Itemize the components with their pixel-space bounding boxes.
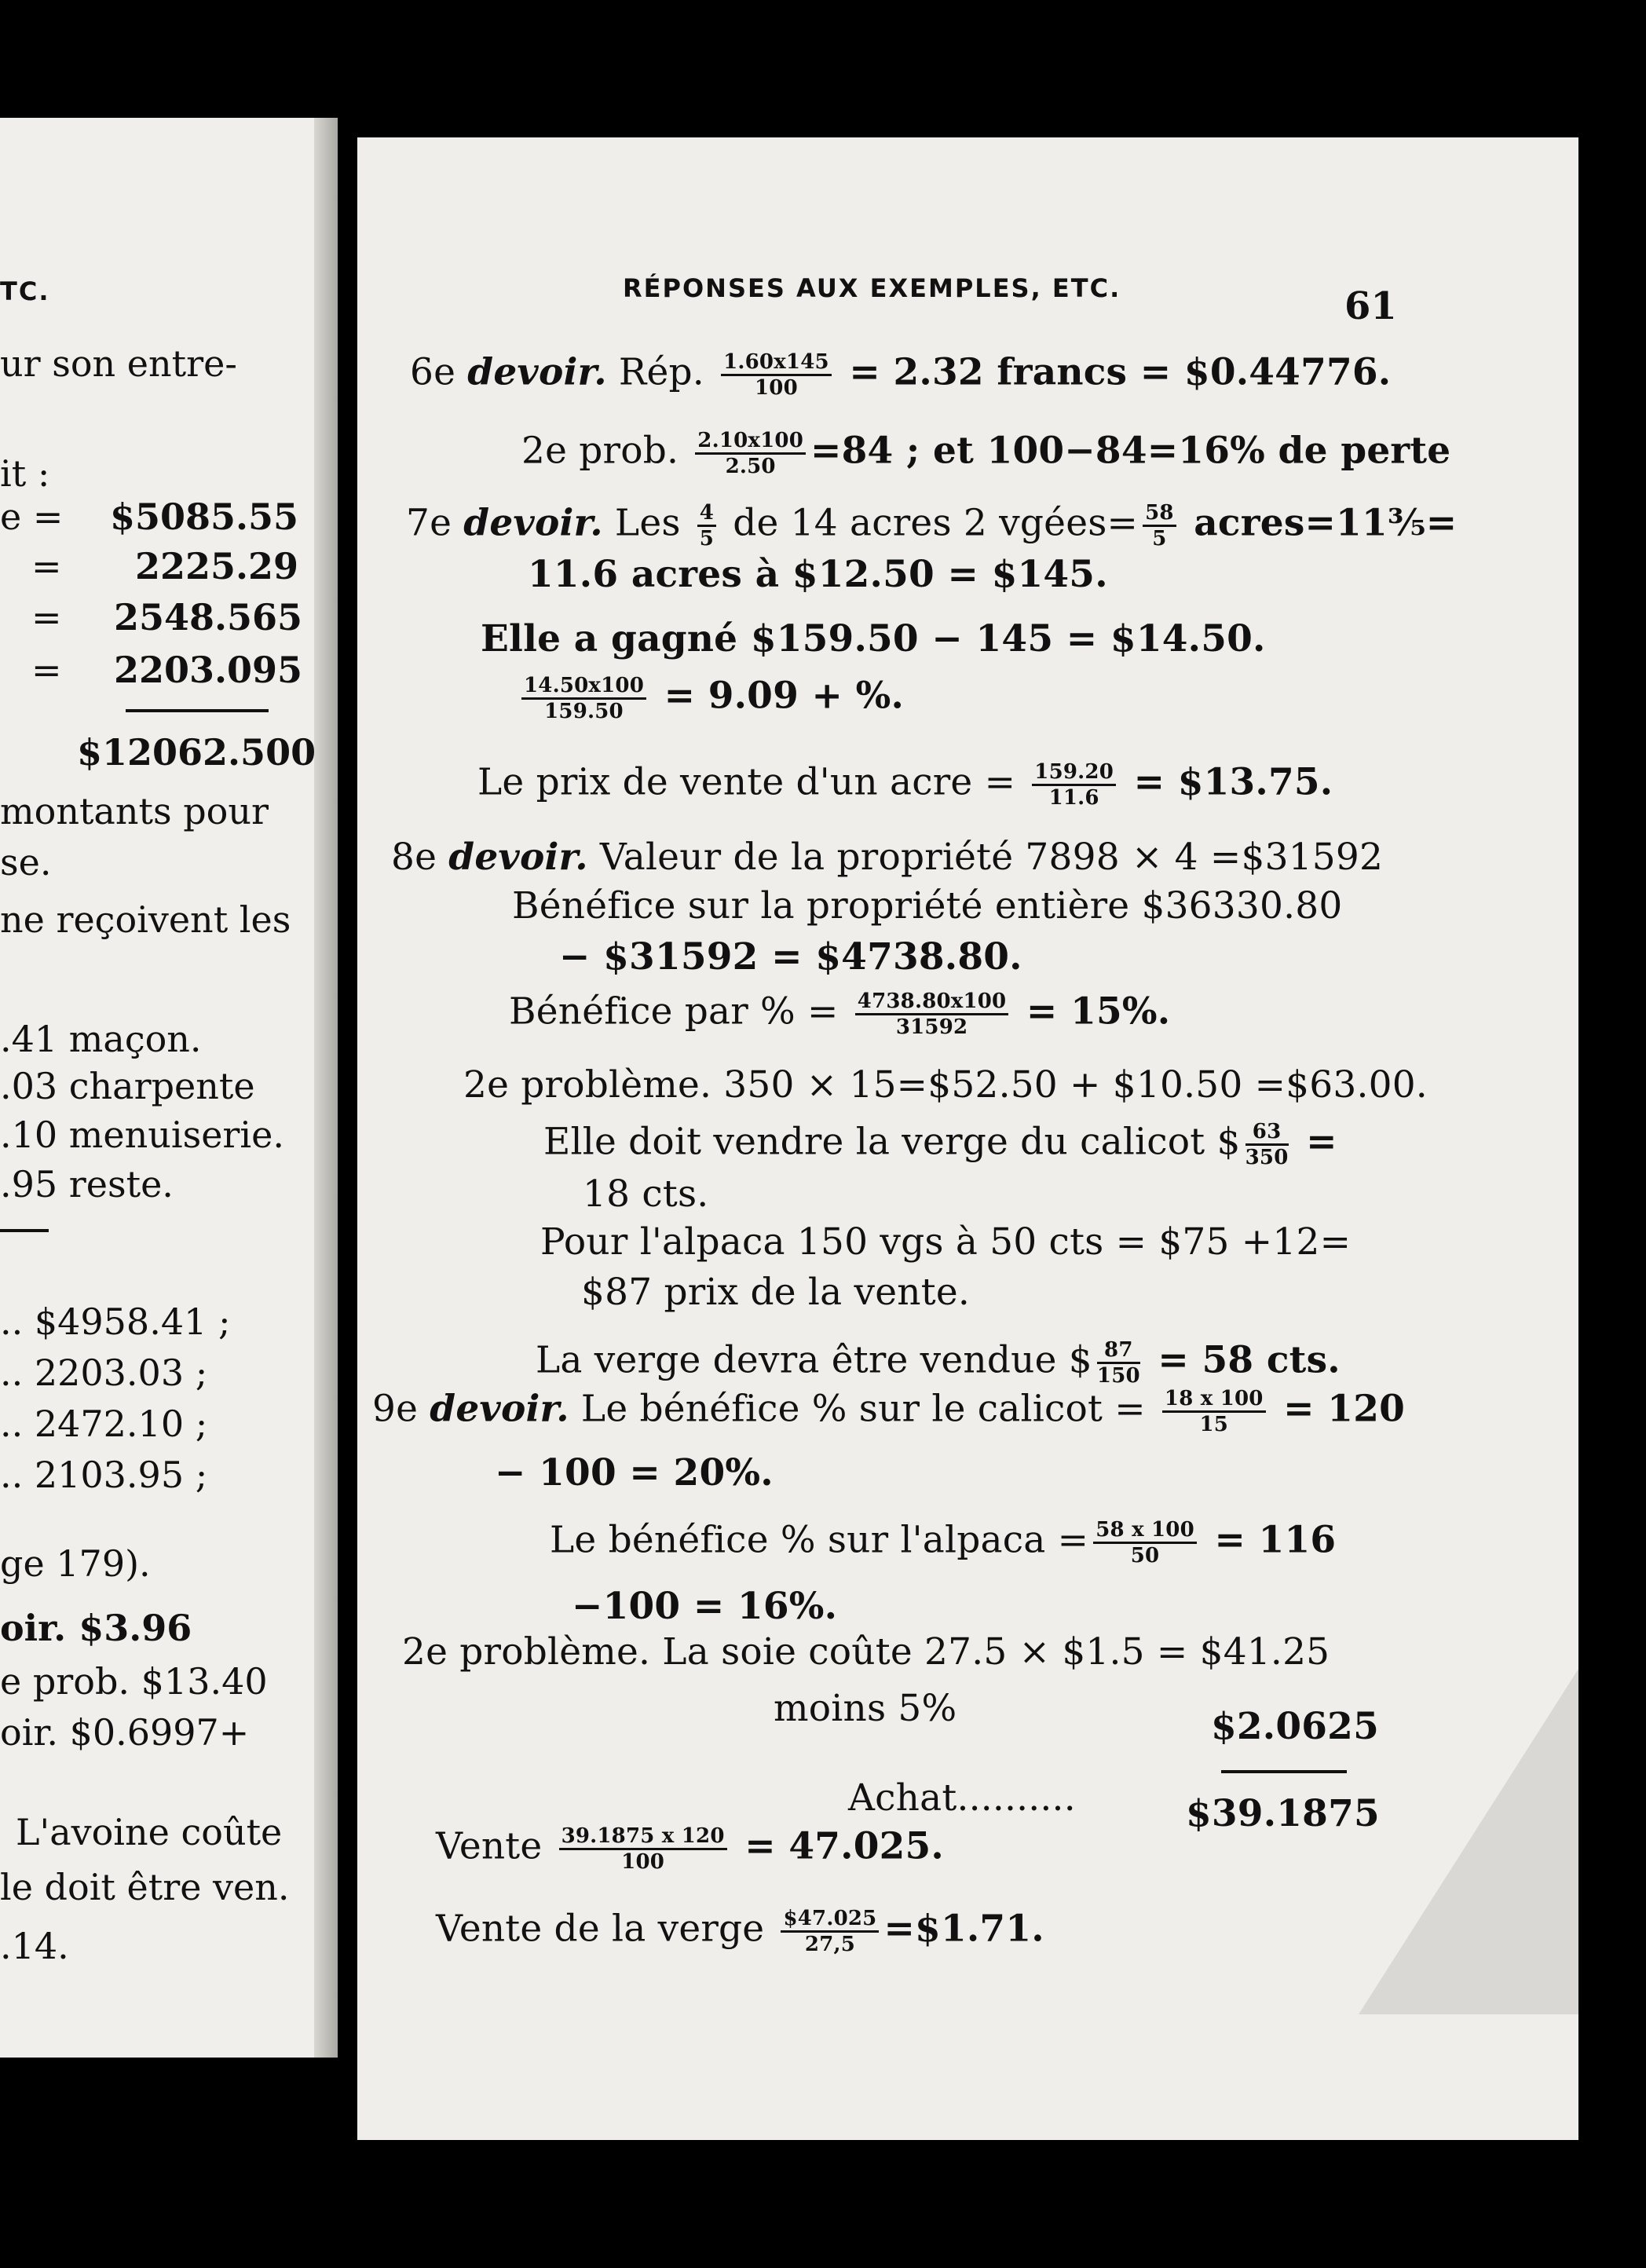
book-gutter [314, 118, 338, 2058]
text: 2e prob. [521, 429, 691, 473]
text: = 15%. [1013, 990, 1171, 1033]
left-line: le doit être ven. [0, 1866, 290, 1908]
answer-line-vente [436, 1826, 944, 1872]
text: =84 ; et 100−84=16% de perte [810, 429, 1451, 473]
text: Les [602, 501, 693, 545]
answer-line: − 100 = 20%. [495, 1451, 774, 1494]
sum-rule [1221, 1770, 1347, 1773]
page-corner-fold [1359, 1669, 1578, 2014]
left-amount: 2548.565 [114, 596, 303, 638]
amount-discount: $2.0625 [1211, 1705, 1379, 1748]
text: Elle doit vendre la verge du calicot $ [543, 1120, 1241, 1164]
left-line: .14. [0, 1925, 69, 1967]
numerator: 18 x 100 [1162, 1388, 1266, 1413]
answer-line [517, 675, 904, 722]
answer-line [477, 762, 1333, 808]
text: 8e [391, 836, 449, 879]
denominator: 100 [754, 376, 798, 400]
denominator: 150 [1096, 1364, 1140, 1388]
left-total: $12062.500 [77, 731, 316, 774]
numerator: $47.025 [781, 1908, 879, 1933]
text: Bénéfice par % = [509, 990, 850, 1033]
fraction [1097, 1340, 1140, 1386]
answer-line: − $31592 = $4738.80. [559, 935, 1022, 979]
answer-line: 18 cts. [583, 1172, 709, 1216]
answer-line: Bénéfice sur la propriété entière $36330.80 [512, 884, 1343, 927]
text: = 2.32 francs = $0.44776. [836, 350, 1392, 394]
denominator: 15 [1199, 1413, 1229, 1436]
running-header: RÉPONSES AUX EXEMPLES, ETC. [623, 273, 1121, 303]
left-line: = [31, 596, 62, 638]
denominator: 5 [699, 527, 715, 551]
fraction [781, 1908, 879, 1955]
answer-line-6e-devoir [410, 352, 1391, 398]
fraction [521, 675, 646, 722]
text: La verge devra être vendue $ [536, 1338, 1092, 1382]
amount-achat: $39.1875 [1186, 1792, 1380, 1835]
devoir-label: devoir. [467, 350, 607, 394]
fraction [1162, 1388, 1266, 1435]
denominator: 5 [1152, 527, 1167, 551]
numerator: 58 x 100 [1093, 1520, 1197, 1544]
answer-line: Pour l'alpaca 150 vgs à 50 cts = $75 +12= [540, 1220, 1352, 1264]
numerator: 4738.80x100 [855, 991, 1009, 1015]
answer-line [543, 1121, 1337, 1168]
left-line: it : [0, 452, 50, 495]
left-line: = [31, 545, 62, 587]
answer-line-7e-devoir [406, 503, 1457, 549]
text: = 9.09 + %. [651, 674, 905, 718]
text: Le bénéfice % sur l'alpaca = [550, 1518, 1089, 1562]
numerator: 1.60x145 [721, 352, 832, 376]
left-line: .41 maçon. [0, 1018, 202, 1060]
left-line: montants pour [0, 790, 269, 832]
left-line: .. 2103.95 ; [0, 1454, 208, 1496]
numerator: 58 [1143, 503, 1176, 527]
answer-line-8e-devoir [391, 836, 1384, 879]
left-line: e = [0, 496, 64, 538]
left-line: .. 2203.03 ; [0, 1352, 208, 1394]
text: 6e [410, 350, 468, 394]
denominator: 50 [1130, 1544, 1160, 1567]
fraction [721, 352, 832, 398]
denominator: 2.50 [725, 455, 776, 478]
left-line: L'avoine coûte [16, 1811, 283, 1853]
fraction [697, 503, 716, 549]
answer-line [536, 1340, 1341, 1386]
fraction [855, 991, 1009, 1037]
numerator: 87 [1097, 1340, 1140, 1364]
left-amount: 2225.29 [135, 545, 299, 587]
denominator: 31592 [895, 1015, 968, 1039]
fraction [1245, 1121, 1289, 1168]
devoir-label: devoir. [430, 1387, 569, 1431]
text: Le bénéfice % sur le calicot = [569, 1387, 1158, 1431]
fraction [1093, 1520, 1197, 1566]
answer-line-achat: Achat.......... [848, 1776, 1076, 1820]
fraction [1143, 503, 1176, 549]
text: = 47.025. [731, 1824, 944, 1868]
text: Valeur de la propriété 7898 × 4 =$31592 [587, 836, 1384, 879]
answer-line-9e-devoir [372, 1388, 1405, 1435]
left-line: e prob. $13.40 [0, 1660, 268, 1703]
left-line: .. 2472.10 ; [0, 1403, 208, 1445]
divider [0, 1229, 49, 1232]
left-line: .03 charpente [0, 1065, 255, 1107]
denominator: 27,5 [804, 1933, 856, 1956]
fraction [695, 430, 806, 477]
left-line: .. $4958.41 ; [0, 1300, 231, 1343]
numerator: 14.50x100 [521, 675, 646, 700]
left-amount: 2203.095 [114, 649, 303, 691]
left-line: ne reçoivent les [0, 898, 291, 941]
text: acres=11⅗= [1180, 501, 1458, 545]
fraction [1032, 762, 1116, 808]
answer-line-vente-verge [436, 1908, 1044, 1955]
text: = 120 [1270, 1387, 1406, 1431]
numerator: 63 [1245, 1121, 1289, 1146]
answer-line: −100 = 16%. [572, 1585, 838, 1628]
text: = 116 [1201, 1518, 1337, 1562]
devoir-label: devoir. [448, 836, 588, 879]
left-line: .95 reste. [0, 1163, 174, 1205]
left-line: .10 menuiserie. [0, 1114, 284, 1156]
page-number: 61 [1344, 284, 1397, 328]
text: = $13.75. [1121, 760, 1333, 804]
text: Vente [436, 1824, 554, 1868]
text: Vente de la verge [436, 1907, 777, 1951]
left-line: oir. $0.6997+ [0, 1711, 250, 1754]
left-line: oir. $3.96 [0, 1607, 192, 1649]
denominator: 100 [621, 1850, 665, 1874]
numerator: 39.1875 x 120 [559, 1826, 727, 1850]
text: Le prix de vente d'un acre = [477, 760, 1028, 804]
answer-line [509, 991, 1170, 1037]
answer-line-2e-probleme: 2e problème. 350 × 15=$52.50 + $10.50 =$63.00. [463, 1063, 1428, 1107]
left-line: ge 179). [0, 1542, 151, 1585]
denominator: 11.6 [1048, 786, 1099, 810]
answer-line: $87 prix de la vente. [581, 1271, 970, 1314]
answer-line: 11.6 acres à $12.50 = $145. [528, 553, 1108, 596]
denominator: 159.50 [544, 700, 624, 723]
left-line: ur son entre- [0, 342, 237, 385]
answer-line-2e-prob [521, 430, 1450, 477]
devoir-label: devoir. [463, 501, 603, 545]
left-line: se. [0, 841, 52, 883]
text: Rép. [606, 350, 717, 394]
text: = 58 cts. [1144, 1338, 1341, 1382]
answer-line-2e-probleme: 2e problème. La soie coûte 27.5 × $1.5 = $41.25 [402, 1630, 1330, 1674]
text: 9e [372, 1387, 430, 1431]
text: =$1.71. [883, 1907, 1044, 1951]
fraction [559, 1826, 727, 1872]
text: 7e [406, 501, 464, 545]
answer-line-moins: moins 5% [774, 1687, 957, 1730]
denominator: 350 [1245, 1146, 1289, 1169]
numerator: 159.20 [1032, 762, 1116, 786]
numerator: 2.10x100 [695, 430, 806, 455]
numerator: 4 [697, 503, 716, 527]
left-line: = [31, 649, 62, 691]
left-amount: $5085.55 [110, 496, 299, 538]
left-header-fragment: TC. [0, 276, 50, 306]
answer-line [550, 1520, 1336, 1566]
sum-rule [126, 709, 269, 712]
text: de 14 acres 2 vgées= [721, 501, 1139, 545]
answer-line: Elle a gagné $159.50 − 145 = $14.50. [481, 617, 1266, 660]
text: = [1293, 1120, 1337, 1164]
